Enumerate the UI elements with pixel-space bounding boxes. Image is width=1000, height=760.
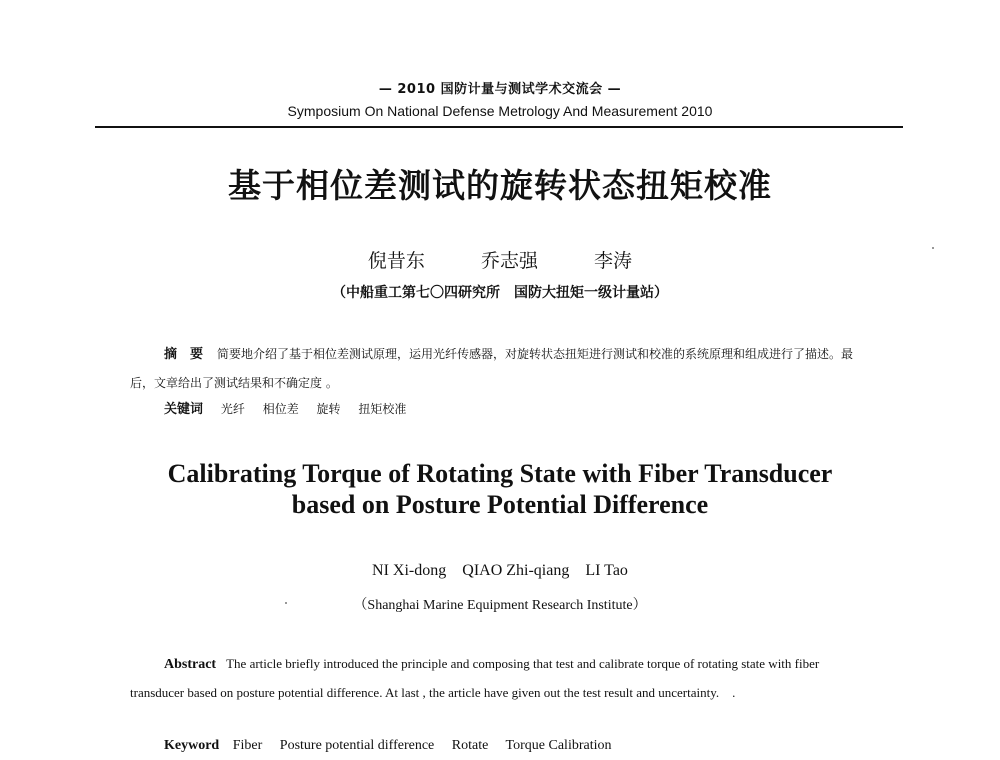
paper-title-en xyxy=(0,458,1000,520)
keyword-en: Posture potential difference xyxy=(279,738,435,753)
paper-title-en-line2: based on Posture Potential Difference xyxy=(291,490,709,519)
scan-speck xyxy=(285,602,287,604)
keywords-label-cn: 关键词 xyxy=(164,402,204,417)
header-divider xyxy=(95,126,903,128)
keyword-cn: 旋转 xyxy=(316,402,341,416)
keywords-en xyxy=(164,738,884,754)
author-en: NI Xi-dong xyxy=(372,562,447,579)
conference-title-cn: — 2010 国防计量与测试学术交流会 — xyxy=(378,82,622,97)
author-cn: 乔志强 xyxy=(480,250,538,272)
authors-en xyxy=(0,562,1000,580)
author-cn: 倪昔东 xyxy=(367,250,425,272)
keywords-cn xyxy=(164,398,864,417)
paper-title-en-line1: Calibrating Torque of Rotating State with Fiber Transducer xyxy=(167,459,833,488)
abstract-text-cn: 简要地介绍了基于相位差测试原理，运用光纤传感器，对旋转状态扭矩进行测试和校准的系统原理和组成进行了描述。最后，文章给出了测试结果和不确定度 。 xyxy=(130,347,854,390)
author-en: QIAO Zhi-qiang xyxy=(462,562,570,579)
keyword-en: Torque Calibration xyxy=(505,738,612,753)
keyword-en: Rotate xyxy=(451,738,489,753)
abstract-text-en: The article briefly introduced the principle and composing that test and calibrate torque of rotating state with fiber transducer based on posture potential difference. At last , the article have given out the test result and uncertainty. . xyxy=(130,656,820,700)
keyword-cn: 光纤 xyxy=(220,402,245,416)
conference-title-en: Symposium On National Defense Metrology And Measurement 2010 xyxy=(287,103,713,119)
author-en: LI Tao xyxy=(585,562,628,579)
paper-title-cn: 基于相位差测试的旋转状态扭矩校准 xyxy=(228,166,772,205)
keyword-cn: 相位差 xyxy=(262,402,299,416)
affiliation-cn: （中船重工第七〇四研究所 国防大扭矩一级计量站） xyxy=(332,285,668,301)
author-cn: 李涛 xyxy=(594,250,633,272)
keyword-cn: 扭矩校准 xyxy=(358,402,407,416)
keyword-en: Fiber xyxy=(232,738,263,753)
abstract-cn xyxy=(130,340,870,397)
affiliation-en: （Shanghai Marine Equipment Research Institute） xyxy=(353,598,647,613)
scan-speck xyxy=(932,247,934,249)
abstract-label-cn: 摘 要 xyxy=(164,347,204,362)
authors-cn xyxy=(0,246,1000,273)
abstract-en xyxy=(130,650,870,707)
keywords-label-en: Keyword xyxy=(164,738,220,753)
abstract-label-en: Abstract xyxy=(164,657,217,672)
